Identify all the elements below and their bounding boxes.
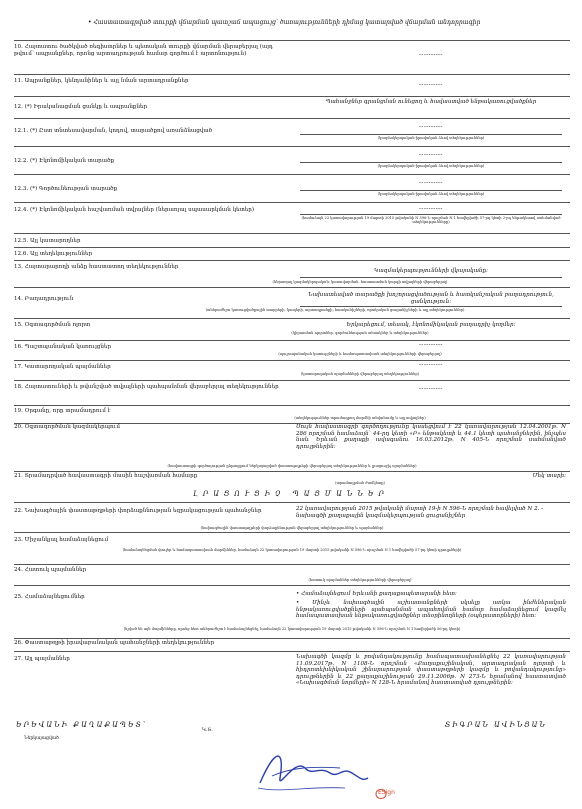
row12-1-value: ---------- bbox=[419, 124, 443, 130]
row21-note: (տրամադրման ժամկետը) bbox=[335, 481, 385, 485]
row12-6-label: 12.6. Այլ տեղեկություններ bbox=[14, 251, 93, 257]
row13-value: Կազմակերպությունների վկայականը: bbox=[373, 268, 489, 274]
row12-label: 12. (*) Իրականացման ցանկը և ապրանքներ bbox=[14, 104, 148, 110]
divider bbox=[14, 651, 570, 652]
row15-label: 15. Օգտագործման ոլորտ bbox=[14, 322, 91, 328]
row11-label: 11. Ապրանքներ, կենդանիներ և այլ նման արտադրանքներ bbox=[14, 78, 189, 84]
row12-value: Պահանջներ գրանցման ունեցող և հավաստված ենթակառուցվածքներ bbox=[325, 99, 537, 105]
underline bbox=[300, 214, 562, 215]
divider bbox=[14, 96, 570, 97]
row12-3-label: 12.3. (*) Գործունեության տարածք bbox=[14, 186, 118, 192]
divider bbox=[14, 74, 570, 75]
row25-bullet-1-text: Համաձայնեցում Երևանի քաղաքապետարանի հետ: bbox=[301, 591, 457, 597]
row17-value: ---------- bbox=[419, 362, 443, 368]
divider bbox=[14, 502, 570, 503]
divider bbox=[14, 287, 570, 288]
row11-value: ---------- bbox=[419, 82, 443, 88]
divider bbox=[14, 638, 570, 639]
row27-label: 27. Այլ պայմաններ bbox=[14, 656, 70, 662]
row12-4-label: 12.4. (*) Էկոնոմիկական հաշվառման տվյալներ (ներառյալ սպասարկման կետեր) bbox=[14, 207, 255, 213]
row20-note: (հավաստագրի գործողության ընթացքում ներկայացված փաստաթղթերի վերաբերյալ տեղեկություններ և լրացուցիչ պայմաններ) bbox=[167, 464, 417, 468]
divider bbox=[14, 532, 570, 533]
row12-4-value: ---------- bbox=[419, 206, 443, 212]
underline bbox=[300, 134, 562, 135]
row19-label: 19. Օրգանը, որը տրամադրում է bbox=[14, 408, 111, 414]
esign-logo-text: ESign bbox=[378, 789, 395, 796]
row19-note: (տեղեկություններ տրամադրող մարմնի անվանումը և այլ տվյալներ) bbox=[294, 416, 426, 420]
divider bbox=[14, 233, 570, 234]
row12-4-note: (համաձայն 22 կառավարության 19 մարտի 2015 թվականի N 596-Ն որոշման N 1 հավելվածի 57-րդ կետի 2-րդ ենթակետով սահմանված տեղեկությունները) bbox=[301, 216, 561, 225]
underline bbox=[300, 162, 562, 163]
bullet-marker: • bbox=[88, 19, 94, 26]
divider bbox=[14, 174, 570, 175]
row26-label: 26. Փաստաթղթի իրավաբանական պահանջների տեղեկություններ bbox=[14, 640, 215, 646]
row12-1-note: (կազմակերպական-իրավական ձևով տեղեկություններ) bbox=[377, 136, 485, 140]
row22-note: (նախագծային փաստաթղթերի փորձաքննության վերաբերյալ տեղեկություններ և պայմաններ) bbox=[200, 526, 384, 530]
row14-value: Նախատեսված տարածքի խոշորացվածության և հատկանշական բաղադրություն, ցանկություն: bbox=[308, 292, 554, 305]
divider bbox=[14, 360, 570, 361]
row15-value: Երկարեցում, տեսակ, էկոնոմիկական բաղադրիչ կողմեր: bbox=[346, 322, 516, 328]
section-heading: ԼՐԱՑՈՒՑԻՉ ՊԱՅՄԱՆՆԵՐ bbox=[193, 490, 389, 498]
row18-label: 18. Հայտատուների և թվանշված տվյալների պահպանման վերաբերյալ տեղեկություններ bbox=[14, 384, 279, 390]
underline bbox=[300, 190, 562, 191]
underline bbox=[300, 277, 562, 278]
row12-2-label: 12.2. (*) Էկոնոմիկական տարածք bbox=[14, 158, 115, 164]
row12-2-note: (կազմակերպական-իրավական ձևով տեղեկություններ) bbox=[377, 164, 485, 168]
row14-label: 14. Բաղադրություն bbox=[14, 296, 74, 302]
row23-note: (համաձայնեցման փուլեր և համապատասխան մարմիններ, համաձայն 22 կառավարության 19 մարտի 2015 թվականի N 596-Ն որոշման N 1 հավելվածի 57-րդ կետի դրույթների) bbox=[122, 548, 462, 552]
row17-label: 17. Կատարողական պայմաններ bbox=[14, 364, 111, 370]
underline bbox=[300, 306, 562, 307]
bullet-marker: • bbox=[296, 600, 313, 606]
stamp-mark: Կ.Տ. bbox=[202, 727, 213, 733]
bullet-marker: • bbox=[296, 591, 302, 597]
top-bullet-text: Հաստատագրված տուրքի վճարման պատշաճ ապացույց՝ ծառայությունների դիմաց կատարված վճարման անդորրագիր bbox=[93, 19, 481, 26]
row23-label: 23. Միջանկյալ համաձայնեցում bbox=[14, 537, 109, 543]
top-bullet-item bbox=[88, 20, 558, 27]
divider bbox=[14, 247, 570, 248]
row16-label: 16. Պաշտպանական կառույցներ bbox=[14, 344, 112, 350]
row22-value: 22 կառավարության 2015 թվականի մարտի 19-ի N 596-Ն որոշման հավելված N 2. - նախագծի քաղաքային կազմակերպության ցուցանիշներ bbox=[296, 506, 544, 519]
row22-label: 22. Նախագծային փաստաթղթերի փորձաքննության եզրակացության պահանջներ bbox=[14, 508, 262, 514]
row12-5-label: 12.5. Այլ կատարողներ bbox=[14, 238, 81, 244]
row14-note: (անհրաժեշտ կառուցվածքային տարրերի, կապերի, արտադրանքի, հատկանիշների, որակական ցուցանիշների և այլ տեղեկություններ) bbox=[205, 308, 465, 312]
divider bbox=[14, 40, 570, 41]
divider bbox=[14, 564, 570, 565]
divider bbox=[14, 380, 570, 381]
divider bbox=[14, 340, 570, 341]
row24-note: (հատուկ պայմաններ տեղեկությունների վերաբերյալ) bbox=[308, 578, 412, 582]
row21-value: Մեկ տարի: bbox=[532, 473, 566, 479]
row20-value: Սույն հավաստագրի գործողությունը կասեցվում է 22 կառավարության 12.04.2001թ. N 286 որոշման համաձայն՝ 44-րդ կետի «Բ» ենթակետի և 44.1 կետի պահանջներին, ինչպես նաև Երևան քաղաքի ավագանու 16.03.2012թ. N 405-Ն որոշման սահմանված դրույթներին: bbox=[296, 424, 566, 450]
row24-label: 24. Հատուկ պայմաններ bbox=[14, 567, 87, 573]
divider bbox=[14, 260, 570, 261]
divider bbox=[14, 202, 570, 203]
divider bbox=[14, 471, 570, 472]
row16-value: ---------- bbox=[419, 342, 443, 348]
row25-note: (նշված են այն մարմինները, որոնց հետ անհրաժեշտ է համաձայնեցնել, համաձայն 22 կառավարության 19 մարտի 2015 թվականի N 596-Ն որոշման N 1 հավելվածի 56-րդ կետի) bbox=[123, 627, 461, 631]
row12-2-value: ---------- bbox=[419, 152, 443, 158]
row15-note: (կիրառման ոլորտներ, գործունեության տեսակներ և տեղեկություններ) bbox=[291, 331, 429, 335]
row12-3-value: ---------- bbox=[419, 180, 443, 186]
signatory-title: ԵՐԵՎԱՆԻ ՔԱՂԱՔԱՊԵՏ՝ bbox=[16, 721, 148, 729]
divider bbox=[14, 118, 570, 119]
handwritten-signature bbox=[250, 738, 380, 798]
row25-label: 25. Համաձայնեցումներ bbox=[14, 594, 85, 600]
row25-bullet-2-text: Մինչև նախագծային աշխատանքների սկսելը առկա ինժեներական ենթակառուցվածքների պահպանման ապահովման համար համաձայնեցում կազմել համապատասխան ենթակառուցվածքներ տնօրինողների (օպերատորների) հետ: bbox=[296, 600, 567, 620]
row12-1-label: 12.1. (*) Ըստ տնտեսավարման, կոդով, տարածքով առանձնացված bbox=[14, 128, 213, 134]
signatory-subtitle: Ներկայացված bbox=[24, 736, 59, 741]
row13-label: 13. Հայտարարողի անձը հաստատող տեղեկություններ bbox=[14, 264, 179, 270]
divider bbox=[14, 146, 570, 147]
row27-value: Նախագծի կազմը և բովանդակությունը համապատասխանեցնել 22 կառավարության 11.09.2017թ. N 1108-Ն որոշման «Քաղաքաշինական, արտադրական ոլորտի և հիդրոտեխնիկական շինարարության փաստաթղթերի կազմը և բովանդակությունը» դրույթներին և 22 քաղաքաշինության 29.11.2006թ. N 273-Ն հրամանով հաստատված «Նախագծման նորմերի» N 128-Ն հրամանով հաստատված դրույթներին: bbox=[296, 654, 566, 687]
row25-bullet-2 bbox=[296, 600, 566, 620]
row20-label: 20. Օգտագործման կազմակերպում bbox=[14, 424, 120, 430]
row17-note: (կատարողական պայմանների վերաբերյալ տեղեկություններ) bbox=[300, 372, 420, 376]
divider bbox=[14, 318, 570, 319]
divider bbox=[14, 585, 570, 586]
row12-3-note: (կազմակերպական-իրավական ձևով տեղեկություններ) bbox=[377, 192, 485, 196]
row25-bullet-1 bbox=[296, 591, 566, 598]
row10-value: ---------- bbox=[419, 52, 443, 58]
row10-label: 10. Հայտատու ծածկված ռեգիստրներ և պետական տուրքի վճարման վերաբերյալ (այդ թվում՝ ապրանքներ, որոնց արտադրության համար գործում է արտոնություն) bbox=[14, 44, 273, 57]
esign-logo bbox=[372, 786, 416, 802]
row18-value: ---------- bbox=[419, 386, 443, 392]
divider bbox=[14, 405, 570, 406]
signatory-name: ՏԻԳՐԱՆ ԱՎԻՆՅԱՆ bbox=[445, 721, 547, 729]
row16-note: (պաշտպանական կառույցների և համապատասխան տեղեկությունների վերաբերյալ) bbox=[278, 352, 442, 356]
row21-label: 21. Տրամադրված հավաստագրի մասին հաշվառման համարը bbox=[14, 473, 198, 479]
row13-note: (ներառյալ կազմակերպական, կառավարման, հաստատման կարգի տվյալների վերաբերյալ) bbox=[272, 280, 448, 284]
